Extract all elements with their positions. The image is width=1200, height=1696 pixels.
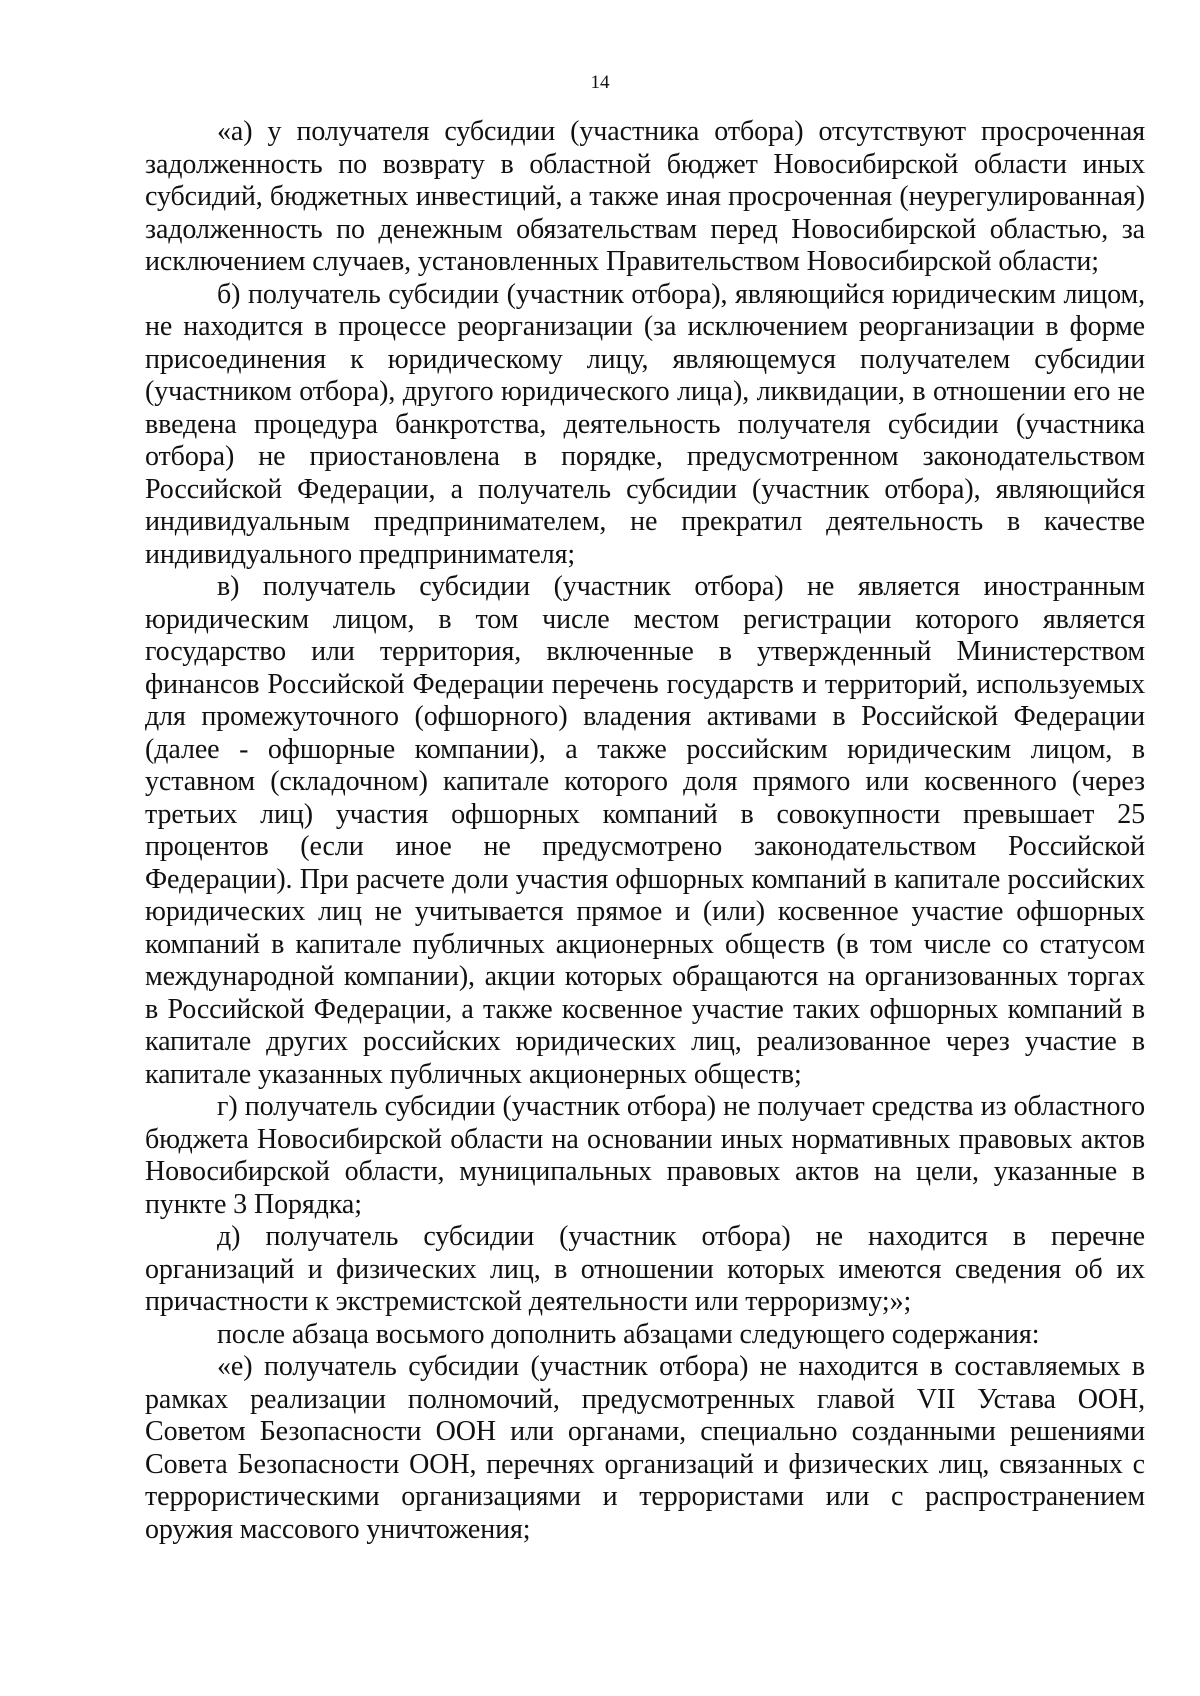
paragraph-g: г) получатель субсидии (участник отбора) не получает средства из областного бюджета Новосибирской области на основании иных нормативных правовых актов Новосибирской области, муниципальных правовых актов на цели, указанные в пункте 3 Порядка; [145,1091,1145,1220]
paragraph-amendment-note: после абзаца восьмого дополнить абзацами следующего содержания: [217,1318,1040,1350]
paragraph-d: д) получатель субсидии (участник отбора) не находится в перечне организаций и физических лиц, в отношении которых имеются сведения об их причастности к экстремистской деятельности или терроризму;»; [145,1221,1145,1317]
paragraph-e: «е) получатель субсидии (участник отбора) не находится в составляемых в рамках реализации полномочий, предусмотренных главой VII Устава ООН, Советом Безопасности ООН или органами, специально созданными решениями Совета Безопасности ООН, перечнях организаций и физических лиц, связанных с террористическими организациями и террористами или с распространением оружия массового уничтожения; [145,1351,1145,1545]
paragraph-b: б) получатель субсидии (участник отбора), являющийся юридическим лицом, не находится в процессе реорганизации (за исключением реорганизации в форме присоединения к юридическому лицу, являющемуся получателем субсидии (участником отбора), другого юридического лица), ликвидации, в отношении его не введена процедура банкротства, деятельность получателя субсидии (участника отбора) не приостановлена в порядке, предусмотренном законодательством Российской Федерации, а получатель субсидии (участник отбора), являющийся индивидуальным предпринимателем, не прекратил деятельность в качестве индивидуального предпринимателя; [145,278,1145,570]
document-body [145,116,1145,1546]
page-number: 14 [590,72,610,93]
paragraph-v: в) получатель субсидии (участник отбора) не является иностранным юридическим лицом, в том числе местом регистрации которого является государство или территория, включенные в утвержденный Министерством финансов Российской Федерации перечень государств и территорий, используемых для промежуточного (офшорного) владения активами в Российской Федерации (далее - офшорные компании), а также российским юридическим лицом, в уставном (складочном) капитале которого доля прямого или косвенного (через третьих лиц) участия офшорных компаний в совокупности превышает 25 процентов (если иное не предусмотрено законодательством Российской Федерации). При расчете доли участия офшорных компаний в капитале российских юридических лиц не учитывается прямое и (или) косвенное участие офшорных компаний в капитале публичных акционерных обществ (в том числе со статусом международной компании), акции которых обращаются на организованных торгах в Российской Федерации, а также косвенное участие таких офшорных компаний в капитале других российских юридических лиц, реализованное через участие в капитале указанных публичных акционерных обществ; [145,571,1145,1090]
paragraph-a: «а) у получателя субсидии (участника отбора) отсутствуют просроченная задолженность по возврату в областной бюджет Новосибирской области иных субсидий, бюджетных инвестиций, а также иная просроченная (неурегулированная) задолженность по денежным обязательствам перед Новосибирской областью, за исключением случаев, установленных Правительством Новосибирской области; [145,116,1145,277]
